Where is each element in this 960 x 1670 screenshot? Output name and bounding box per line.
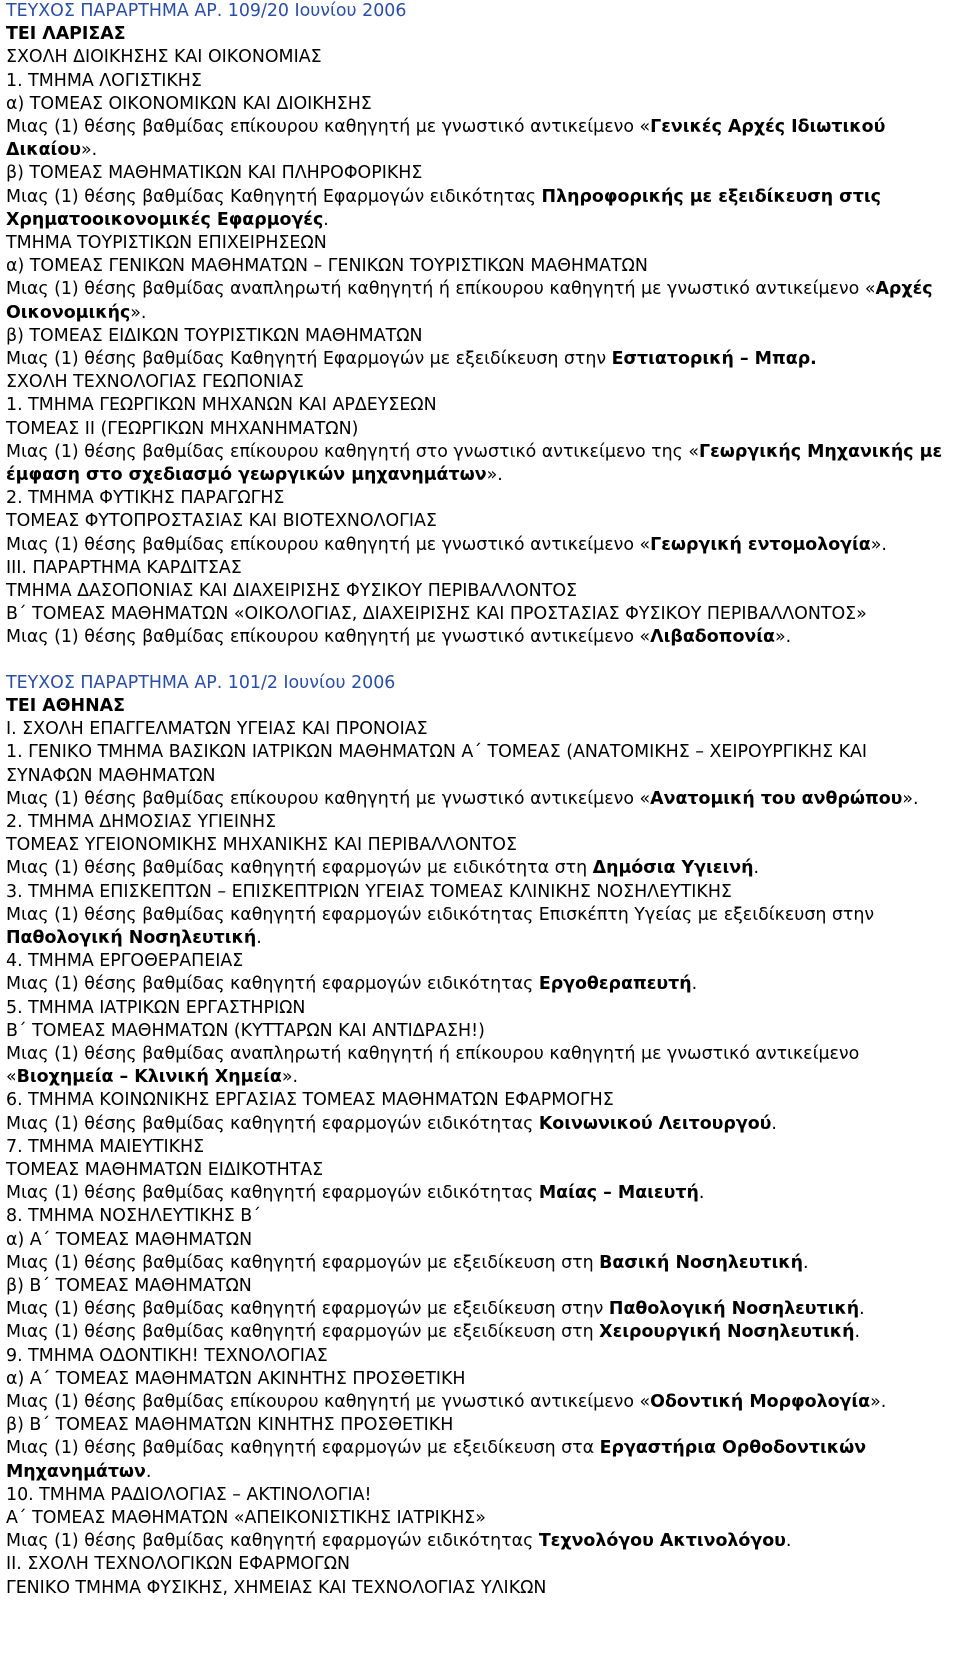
sector-heading: β) Β΄ ΤΟΜΕΑΣ ΜΑΘΗΜΑΤΩΝ	[6, 1275, 252, 1296]
position-paragraph: Μιας (1) θέσης βαθμίδας Καθηγητή Εφαρμογών με εξειδίκευση στην Εστιατορική – Μπαρ.	[6, 349, 817, 370]
position-paragraph: Μιας (1) θέσης βαθμίδας αναπληρωτή καθηγητή ή επίκουρου καθηγητή με γνωστικό αντικείμενο «Βιοχημεία – Κλινική Χημεία».	[6, 1043, 860, 1088]
department-heading: 8. ΤΜΗΜΑ ΝΟΣΗΛΕΥΤΙΚΗΣ Β΄	[6, 1206, 261, 1227]
position-paragraph: Μιας (1) θέσης βαθμίδας καθηγητή εφαρμογών ειδικότητας Επισκέπτη Υγείας με εξειδίκευση στην Παθολογική Νοσηλευτική.	[6, 904, 875, 948]
position-paragraph: Μιας (1) θέσης βαθμίδας επίκουρου καθηγητή με γνωστικό αντικείμενο «Γενικές Αρχές Ιδιωτικού Δικαίου».	[6, 117, 886, 161]
sector-heading: α) ΤΟΜΕΑΣ ΓΕΝΙΚΩΝ ΜΑΘΗΜΑΤΩΝ – ΓΕΝΙΚΩΝ ΤΟΥΡΙΣΤΙΚΩΝ ΜΑΘΗΜΑΤΩΝ	[6, 256, 648, 277]
school-heading: ΙΙ. ΣΧΟΛΗ ΤΕΧΝΟΛΟΓΙΚΩΝ ΕΦΑΡΜΟΓΩΝ	[6, 1554, 350, 1575]
position-paragraph: Μιας (1) θέσης βαθμίδας καθηγητή εφαρμογών με εξειδίκευση στην Παθολογική Νοσηλευτική.	[6, 1299, 865, 1320]
sector-heading: β) ΤΟΜΕΑΣ ΜΑΘΗΜΑΤΙΚΩΝ ΚΑΙ ΠΛΗΡΟΦΟΡΙΚΗΣ	[6, 163, 423, 184]
department-heading: 7. ΤΜΗΜΑ ΜΑΙΕΥΤΙΚΗΣ	[6, 1136, 205, 1157]
position-paragraph: Μιας (1) θέσης βαθμίδας καθηγητή εφαρμογών με ειδικότητα στη Δημόσια Υγιεινή.	[6, 858, 759, 879]
department-heading: 2. ΤΜΗΜΑ ΔΗΜΟΣΙΑΣ ΥΓΙΕΙΝΗΣ	[6, 811, 277, 832]
issue-heading: ΤΕΥΧΟΣ ΠΑΡΑΡΤΗΜΑ ΑΡ. 101/2 Ιουνίου 2006	[6, 672, 396, 693]
position-paragraph: Μιας (1) θέσης βαθμίδας επίκουρου καθηγητή με γνωστικό αντικείμενο «Ανατομική του ανθρώπου».	[6, 788, 919, 809]
school-heading: ΣΧΟΛΗ ΔΙΟΙΚΗΣΗΣ ΚΑΙ ΟΙΚΟΝΟΜΙΑΣ	[6, 47, 322, 68]
sector-heading: Α΄ ΤΟΜΕΑΣ ΜΑΘΗΜΑΤΩΝ «ΑΠΕΙΚΟΝΙΣΤΙΚΗΣ ΙΑΤΡΙΚΗΣ»	[6, 1508, 486, 1528]
sector-heading: Β΄ ΤΟΜΕΑΣ ΜΑΘΗΜΑΤΩΝ «ΟΙΚΟΛΟΓΙΑΣ, ΔΙΑΧΕΙΡΙΣΗΣ ΚΑΙ ΠΡΟΣΤΑΣΙΑΣ ΦΥΣΙΚΟΥ ΠΕΡΙΒΑΛΛΟΝΤΟΣ»	[6, 604, 867, 625]
department-heading: ΓΕΝΙΚΟ ΤΜΗΜΑ ΦΥΣΙΚΗΣ, ΧΗΜΕΙΑΣ ΚΑΙ ΤΕΧΝΟΛΟΓΙΑΣ ΥΛΙΚΩΝ	[6, 1577, 547, 1598]
school-heading: ΙΙΙ. ΠΑΡΑΡΤΗΜΑ ΚΑΡΔΙΤΣΑΣ	[6, 557, 242, 578]
sector-heading: α) Α΄ ΤΟΜΕΑΣ ΜΑΘΗΜΑΤΩΝ ΑΚΙΝΗΤΗΣ ΠΡΟΣΘΕΤΙΚΗ	[6, 1368, 466, 1389]
position-paragraph: Μιας (1) θέσης βαθμίδας αναπληρωτή καθηγητή ή επίκουρου καθηγητή με γνωστικό αντικείμενο «Αρχές Οικονομικής».	[6, 279, 933, 323]
institution-heading: ΤΕΙ ΑΘΗΝΑΣ	[6, 695, 125, 716]
department-heading: 4. ΤΜΗΜΑ ΕΡΓΟΘΕΡΑΠΕΙΑΣ	[6, 951, 244, 972]
sector-heading: ΤΟΜΕΑΣ ΙΙ (ΓΕΩΡΓΙΚΩΝ ΜΗΧΑΝΗΜΑΤΩΝ)	[6, 418, 359, 439]
issue-heading: ΤΕΥΧΟΣ ΠΑΡΑΡΤΗΜΑ ΑΡ. 109/20 Ιουνίου 2006	[6, 1, 407, 21]
position-paragraph: Μιας (1) θέσης βαθμίδας καθηγητή εφαρμογών με εξειδίκευση στα Εργαστήρια Ορθοδοντικών Μηχανημάτων.	[6, 1438, 867, 1482]
section-spacer	[6, 650, 954, 672]
position-paragraph: Μιας (1) θέσης βαθμίδας καθηγητή εφαρμογών ειδικότητας Εργοθεραπευτή.	[6, 974, 698, 995]
position-paragraph: Μιας (1) θέσης βαθμίδας επίκουρου καθηγητή με γνωστικό αντικείμενο «Γεωργική εντομολογία».	[6, 534, 887, 555]
school-heading: ΣΧΟΛΗ ΤΕΧΝΟΛΟΓΙΑΣ ΓΕΩΠΟΝΙΑΣ	[6, 372, 304, 393]
department-heading: 3. ΤΜΗΜΑ ΕΠΙΣΚΕΠΤΩΝ – ΕΠΙΣΚΕΠΤΡΙΩΝ ΥΓΕΙΑΣ ΤΟΜΕΑΣ ΚΛΙΝΙΚΗΣ ΝΟΣΗΛΕΥΤΙΚΗΣ	[6, 881, 732, 902]
institution-heading: ΤΕΙ ΛΑΡΙΣΑΣ	[6, 24, 126, 45]
sector-heading: ΤΟΜΕΑΣ ΜΑΘΗΜΑΤΩΝ ΕΙΔΙΚΟΤΗΤΑΣ	[6, 1159, 324, 1180]
position-paragraph: Μιας (1) θέσης βαθμίδας επίκουρου καθηγητή στο γνωστικό αντικείμενο της «Γεωργικής Μηχανικής με έμφαση στο σχεδιασμό γεωργικών μηχανημάτων».	[6, 441, 943, 486]
position-paragraph: Μιας (1) θέσης βαθμίδας επίκουρου καθηγητή με γνωστικό αντικείμενο «Οδοντική Μορφολογία».	[6, 1391, 887, 1412]
position-paragraph: Μιας (1) θέσης βαθμίδας καθηγητή εφαρμογών ειδικότητας Κοινωνικού Λειτουργού.	[6, 1113, 777, 1134]
sector-heading: β) ΤΟΜΕΑΣ ΕΙΔΙΚΩΝ ΤΟΥΡΙΣΤΙΚΩΝ ΜΑΘΗΜΑΤΩΝ	[6, 325, 423, 346]
position-paragraph: Μιας (1) θέσης βαθμίδας επίκουρου καθηγητή με γνωστικό αντικείμενο «Λιβαδοπονία».	[6, 627, 792, 648]
position-paragraph: Μιας (1) θέσης βαθμίδας καθηγητή εφαρμογών με εξειδίκευση στη Βασική Νοσηλευτική.	[6, 1252, 809, 1273]
sector-heading: β) Β΄ ΤΟΜΕΑΣ ΜΑΘΗΜΑΤΩΝ ΚΙΝΗΤΗΣ ΠΡΟΣΘΕΤΙΚΗ	[6, 1415, 454, 1436]
department-heading: 6. ΤΜΗΜΑ ΚΟΙΝΩΝΙΚΗΣ ΕΡΓΑΣΙΑΣ ΤΟΜΕΑΣ ΜΑΘΗΜΑΤΩΝ ΕΦΑΡΜΟΓΗΣ	[6, 1090, 614, 1111]
department-heading: ΤΜΗΜΑ ΤΟΥΡΙΣΤΙΚΩΝ ΕΠΙΧΕΙΡΗΣΕΩΝ	[6, 233, 327, 254]
department-heading: 10. ΤΜΗΜΑ ΡΑΔΙΟΛΟΓΙΑΣ – ΑΚΤΙΝΟΛΟΓΙΑ!	[6, 1484, 372, 1505]
sector-heading: ΤΟΜΕΑΣ ΦΥΤΟΠΡΟΣΤΑΣΙΑΣ ΚΑΙ ΒΙΟΤΕΧΝΟΛΟΓΙΑΣ	[6, 511, 437, 532]
school-heading: Ι. ΣΧΟΛΗ ΕΠΑΓΓΕΛΜΑΤΩΝ ΥΓΕΙΑΣ ΚΑΙ ΠΡΟΝΟΙΑΣ	[6, 719, 428, 740]
department-heading: 5. ΤΜΗΜΑ ΙΑΤΡΙΚΩΝ ΕΡΓΑΣΤΗΡΙΩΝ	[6, 997, 306, 1018]
sector-heading: α) Α΄ ΤΟΜΕΑΣ ΜΑΘΗΜΑΤΩΝ	[6, 1229, 253, 1250]
position-paragraph: Μιας (1) θέσης βαθμίδας καθηγητή εφαρμογών ειδικότητας Τεχνολόγου Ακτινολόγου.	[6, 1531, 792, 1552]
department-heading: 2. ΤΜΗΜΑ ΦΥΤΙΚΗΣ ΠΑΡΑΓΩΓΗΣ	[6, 488, 285, 509]
department-heading: 9. ΤΜΗΜΑ ΟΔΟΝΤΙΚΗ! ΤΕΧΝΟΛΟΓΙΑΣ	[6, 1345, 328, 1366]
sector-heading: Β΄ ΤΟΜΕΑΣ ΜΑΘΗΜΑΤΩΝ (ΚΥΤΤΑΡΩΝ ΚΑΙ ΑΝΤΙΔΡΑΣΗ!)	[6, 1020, 485, 1041]
position-paragraph: Μιας (1) θέσης βαθμίδας καθηγητή εφαρμογών με εξειδίκευση στη Χειρουργική Νοσηλευτική.	[6, 1322, 861, 1343]
sector-heading: ΤΟΜΕΑΣ ΥΓΕΙΟΝΟΜΙΚΗΣ ΜΗΧΑΝΙΚΗΣ ΚΑΙ ΠΕΡΙΒΑΛΛΟΝΤΟΣ	[6, 835, 517, 856]
department-heading: 1. ΤΜΗΜΑ ΛΟΓΙΣΤΙΚΗΣ	[6, 70, 202, 91]
department-heading: 1. ΤΜΗΜΑ ΓΕΩΡΓΙΚΩΝ ΜΗΧΑΝΩΝ ΚΑΙ ΑΡΔΕΥΣΕΩΝ	[6, 395, 437, 416]
position-paragraph: Μιας (1) θέσης βαθμίδας καθηγητή εφαρμογών ειδικότητας Μαίας – Μαιευτή.	[6, 1183, 705, 1204]
position-paragraph: Μιας (1) θέσης βαθμίδας Καθηγητή Εφαρμογών ειδικότητας Πληροφορικής με εξειδίκευση στις Χρηματοοικονομικές Εφαρμογές.	[6, 186, 881, 230]
department-heading: 1. ΓΕΝΙΚΟ ΤΜΗΜΑ ΒΑΣΙΚΩΝ ΙΑΤΡΙΚΩΝ ΜΑΘΗΜΑΤΩΝ Α΄ ΤΟΜΕΑΣ (ΑΝΑΤΟΜΙΚΗΣ – ΧΕΙΡΟΥΡΓΙΚΗΣ ΚΑΙ ΣΥΝΑΦΩΝ ΜΑΘΗΜΑΤΩΝ	[6, 742, 868, 786]
sector-heading: α) ΤΟΜΕΑΣ ΟΙΚΟΝΟΜΙΚΩΝ ΚΑΙ ΔΙΟΙΚΗΣΗΣ	[6, 93, 372, 114]
department-heading: ΤΜΗΜΑ ΔΑΣΟΠΟΝΙΑΣ ΚΑΙ ΔΙΑΧΕΙΡΙΣΗΣ ΦΥΣΙΚΟΥ ΠΕΡΙΒΑΛΛΟΝΤΟΣ	[6, 581, 577, 602]
